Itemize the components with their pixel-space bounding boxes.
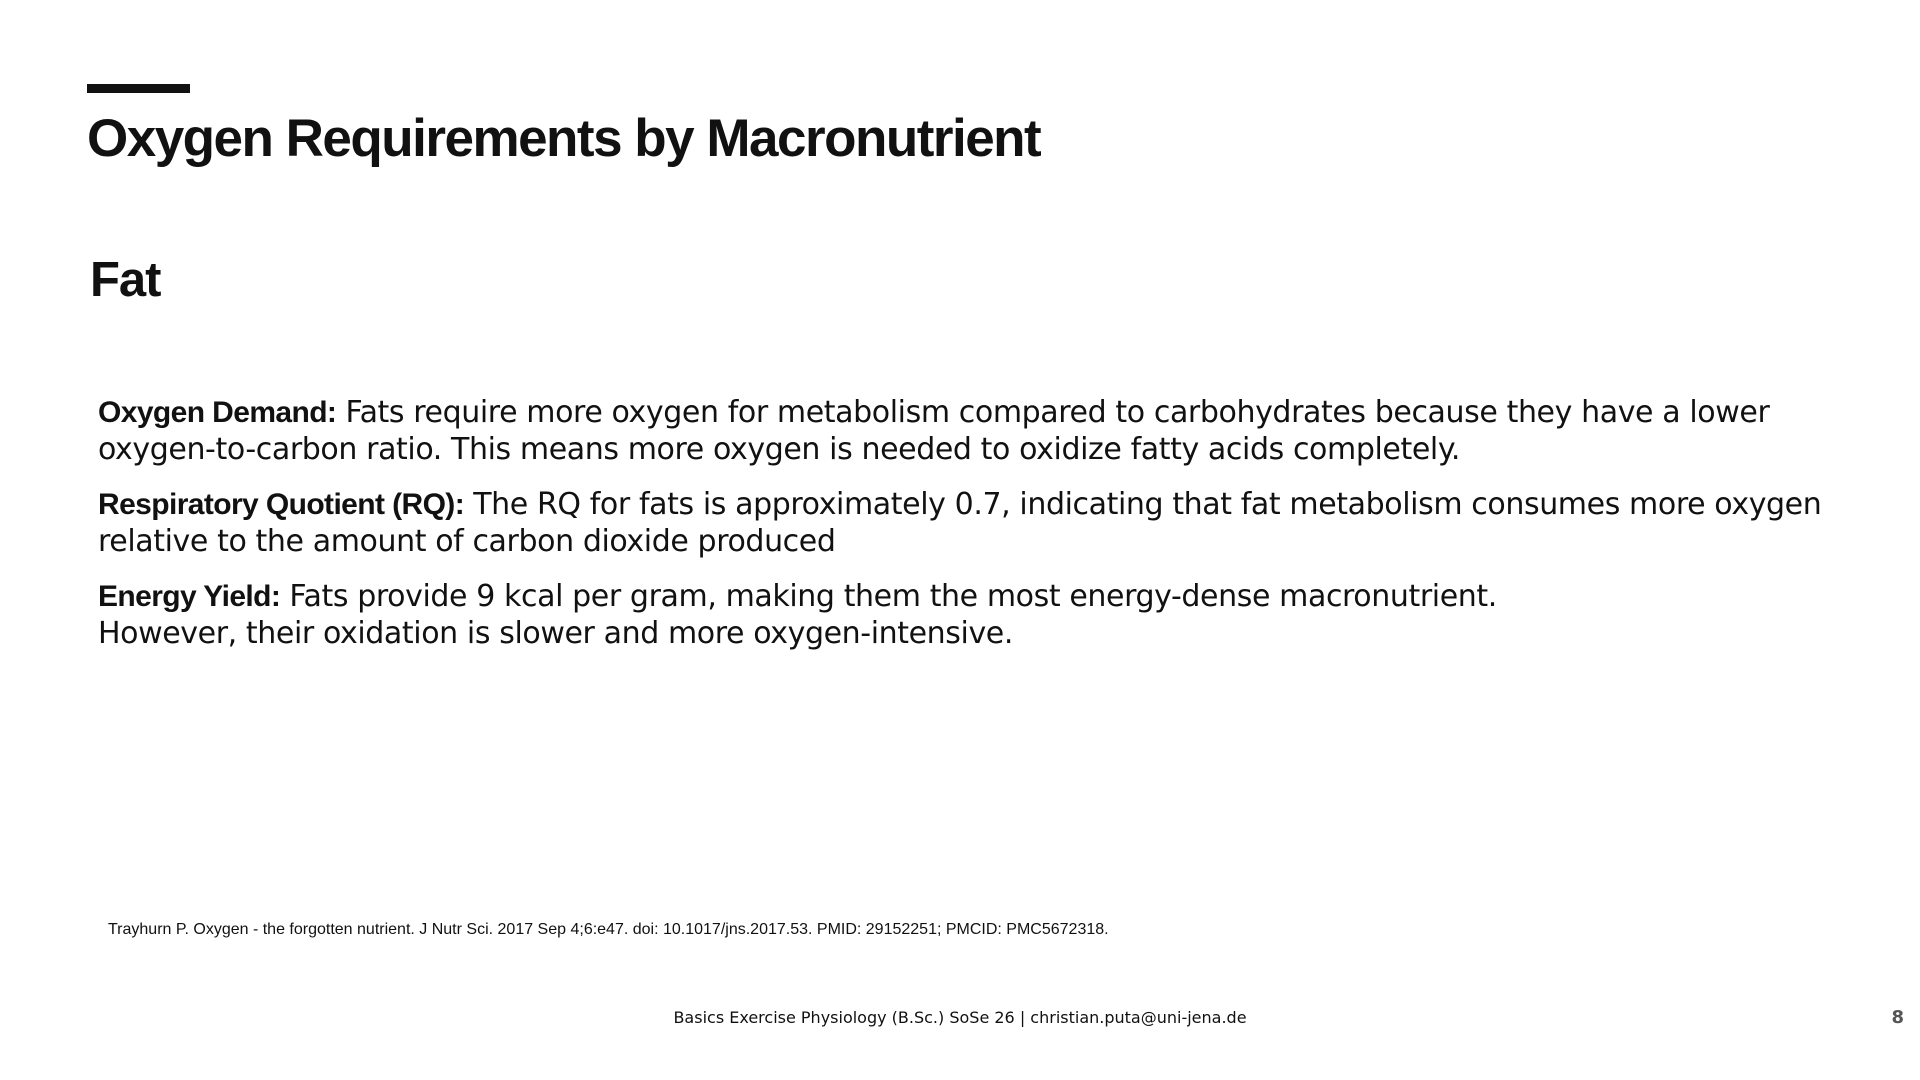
point-text: The RQ for fats is approximately 0.7, indicating that fat metabolism consumes more oxygen [473,487,1822,522]
point-text: oxygen-to-carbon ratio. This means more oxygen is needed to oxidize fatty acids completely. [98,432,1461,467]
point-line [98,578,1798,615]
point-respiratory-quotient [98,486,1822,560]
slide-footer: Basics Exercise Physiology (B.Sc.) SoSe 26 | christian.puta@uni-jena.de [673,1008,1247,1027]
point-energy-yield [98,578,1798,652]
point-text: relative to the amount of carbon dioxide produced [98,524,836,559]
point-text: Fats require more oxygen for metabolism compared to carbohydrates because they have a lower [345,395,1770,430]
page-number: 8 [1891,1007,1904,1028]
section-heading: Fat [90,253,161,307]
point-text: However, their oxidation is slower and more oxygen-intensive. [98,616,1013,651]
point-term: Respiratory Quotient (RQ): [98,488,465,521]
reference-citation: Trayhurn P. Oxygen - the forgotten nutrient. J Nutr Sci. 2017 Sep 4;6:e47. doi: 10.1017/jns.2017.53. PMID: 29152251; PMCID: PMC5672318. [108,921,1109,938]
point-line [98,486,1822,523]
point-text: Fats provide 9 kcal per gram, making them the most energy-dense macronutrient. [289,579,1497,614]
body-content [98,394,1822,670]
point-oxygen-demand [98,394,1798,468]
title-accent-bar [87,84,190,93]
point-term: Energy Yield: [98,580,281,613]
slide-title: Oxygen Requirements by Macronutrient [87,109,1041,168]
point-term: Oxygen Demand: [98,396,337,429]
point-line [98,394,1798,431]
